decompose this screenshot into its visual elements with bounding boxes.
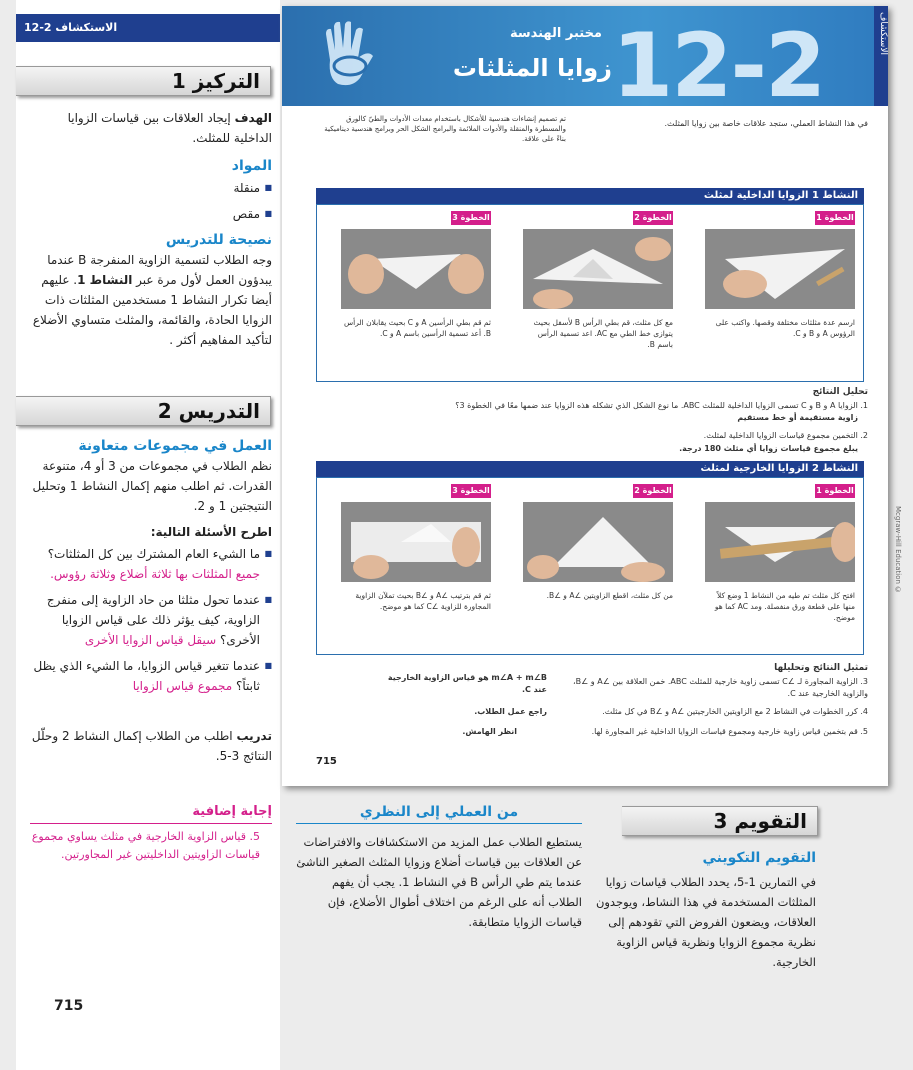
extra-heading-wrap <box>30 800 272 824</box>
analyze-a2: يبلغ مجموع قياسات زوايا أي مثلث 180 درجة. <box>679 444 858 453</box>
question-text: عندما تتغير قياس الزوايا، ما الشيء الذي يظل ثابتاً؟ <box>33 659 260 693</box>
answer-text: مجموع قياس الزوايا <box>132 679 233 693</box>
step-caption: افتح كل مثلث تم طيه من النشاط 1 وضع كلاً منها على قطعة ورق منفصلة. ومد AC كما هو موضح. <box>714 591 855 622</box>
practice-body: اطلب من الطلاب إكمال النشاط 2 وحلّل النتائج 3-5. <box>31 729 272 763</box>
teach-heading: 2 التدريس <box>157 399 260 423</box>
step-label: الخطوة 2 <box>633 211 673 225</box>
tip-text <box>30 250 272 350</box>
coop-text: نظم الطلاب في مجموعات من 3 أو 4، متنوعة القدرات. ثم اطلب منهم إكمال النشاط 1 وتحليل النتيجتين 1 و 2. <box>32 459 272 513</box>
theory-text: يستطيع الطلاب عمل المزيد من الاستكشافات والافتراضات عن العلاقات بين قياسات أضلاع وزوايا المثلث الصغير الناشئ عندما يتم طي الرأس B في النشاط 1. يجب أن يفهم الطلاب أنه على الرغم من اختلاف أطوال الأضلاع، فإن قياسات الزوايا متطابقة. <box>296 835 582 929</box>
focus-heading-bar <box>16 66 271 96</box>
practice-bold: تدريب <box>236 729 272 743</box>
analyze-q2: 2. التخمين مجموع قياسات الزوايا الداخلية لمثلث. <box>703 431 868 440</box>
materials-list <box>32 178 272 230</box>
question-text: عندما تحول مثلثا من حاد الزاوية إلى منفرج الزاوية، كيف يؤثر ذلك على قياس الزوايا الأخرى؟ <box>46 593 260 647</box>
question-text: ما الشيء العام المشترك بين كل المثلثات؟ <box>47 547 260 561</box>
analyze-q1: 1. الزوايا A و B و C تسمى الزوايا الداخلية للمثلث ABC. ما نوع الشكل الذي تشكله هذه الزوايا عند ضمها معًا في الخطوة 3؟ <box>455 401 868 410</box>
model-q4: 4. كرر الخطوات في النشاط 2 مع الزاويتين الخارجيتين ∠A و ∠B في كل مثلث. <box>602 707 868 716</box>
copyright-credit: Mcgraw-Hill Education © <box>894 506 902 595</box>
goal-text: إيجاد العلاقات بين قياسات الزوايا الداخلية للمثلث. <box>67 111 272 145</box>
tip-text-1: وجه الطلاب لتسمية الزاوية المنفرجة B عندما يبدؤون العمل لأول مرة عبر <box>47 253 272 287</box>
step-caption: ثم قم بطي الرأسين A و C بحيث يقابلان الرأس B. أعد تسمية الرأسين باسم A و C. <box>343 318 491 338</box>
step-label: الخطوة 1 <box>815 211 855 225</box>
tip-text-2: . عليهم أيضا تكرار النشاط 1 مستخدمين المثلثات ذات الزوايا الحادة، والقائمة، والمثلث متساوي الأضلاع لتأكيد المفاهيم أكثر . <box>32 273 272 347</box>
step2-photo <box>523 229 673 309</box>
lab-banner <box>282 6 888 106</box>
sidebar-page-number: 715 <box>54 998 84 1014</box>
intro-text: في هذا النشاط العملي، ستجد علاقات خاصة بين زوايا المثلث. <box>664 119 868 128</box>
banner-side-tab: الاستكشاف <box>874 6 888 106</box>
extra-heading: إجابة إضافية <box>192 804 272 819</box>
step1-photo <box>705 502 855 582</box>
arranging-image <box>341 502 491 582</box>
student-page-number: 715 <box>316 756 337 767</box>
teacher-sidebar <box>16 0 280 1070</box>
extra-text: 5. قياس الزاوية الخارجية في مثلث يساوي مجموع قياسات الزاويتين الداخليتين غير المجاورتين. <box>31 830 260 861</box>
material-item: ■ منقلة <box>32 178 272 198</box>
question-item <box>30 544 272 584</box>
formative-text: في التمارين 1-5، يحدد الطلاب قياسات زوايا المثلثات المستخدمة في هذا النشاط، ويوجدون العلاقات، ويضعون الفروض التي تقودهم إلى نظرية مجموع الزوايا ونظرية قياس الزاوية الخارجية. <box>595 875 816 969</box>
model-q3: 3. الزاوية المجاورة لـ ∠C تسمى زاوية خارجية للمثلث ABC. خمن العلاقة بين ∠A و ∠B، والزاوية الخارجية عند C. <box>573 677 868 698</box>
step-caption: ثم قم بترتيب ∠A و ∠B بحيث تملآن الزاوية المجاورة للزاوية ∠C كما هو موضح. <box>355 591 491 611</box>
step-label: الخطوة 3 <box>451 484 491 498</box>
folding-image <box>523 229 673 309</box>
tip-bold: النشاط 1 <box>77 273 133 287</box>
step-caption: من كل مثلث، اقطع الزاويتين ∠A و ∠B. <box>546 591 673 600</box>
hand-icon <box>318 20 382 90</box>
answer-text: سيقل قياس الزوايا الأخرى <box>84 633 217 647</box>
analyze-a1: زاوية مستقيمة أو خط مستقيم <box>737 413 858 422</box>
banner-number: 12-2 <box>612 14 825 106</box>
activity2-box <box>316 477 864 655</box>
theory-heading: من العملي إلى النظري <box>296 804 582 824</box>
analyze-heading: تحليل النتائج <box>812 387 868 397</box>
ask-heading: اطرح الأسئلة التالية: <box>150 525 272 539</box>
material-item: ■ مقص <box>32 204 272 224</box>
step1-photo <box>705 229 855 309</box>
activity1-title: النشاط 1 الزوايا الداخلية لمثلث <box>316 188 864 204</box>
assess-heading-bar <box>622 806 818 836</box>
lesson-tab <box>16 14 280 42</box>
step-caption: مع كل مثلث، قم بطي الرأس B لأسفل بحيث يتوازى خط الطي مع AC. اعد تسمية الرأس باسم B. <box>533 318 673 349</box>
theory-column <box>296 804 582 932</box>
question-list <box>30 544 272 702</box>
step3-photo <box>341 502 491 582</box>
model-q5: 5. قم بتخمين قياس زاوية خارجية ومجموع قياسات الزوايا الداخلية غير المجاورة لها. <box>591 727 868 736</box>
step2-photo <box>523 502 673 582</box>
focus-heading: 1 التركيز <box>171 69 260 93</box>
coop-heading: العمل في مجموعات متعاونة <box>78 438 272 454</box>
answer-text: جميع المثلثات بها ثلاثة أضلاع وثلاثة رؤوس. <box>50 567 260 581</box>
folding-image <box>705 229 855 309</box>
step-caption: ارسم عدة مثلثات مختلفة وقصها. واكتب على الرؤوس A و B و C. <box>715 318 855 338</box>
model-a3: m∠A + m∠B هو قياس الزاوية الخارجية عند C. <box>387 673 547 694</box>
banner-label: مختبر الهندسة <box>509 26 602 41</box>
lesson-tab-label: الاستكشاف 2-12 <box>24 21 118 34</box>
step-label: الخطوة 1 <box>815 484 855 498</box>
ruler-image <box>705 502 855 582</box>
assess-column <box>590 850 816 972</box>
question-item <box>30 590 272 650</box>
formative-heading: التقويم التكويني <box>702 850 816 866</box>
teach-heading-bar <box>16 396 271 426</box>
tip-heading: نصيحة للتدريس <box>165 232 272 248</box>
banner-title: زوايا المثلثات <box>452 54 612 82</box>
step-label: الخطوة 3 <box>451 211 491 225</box>
student-page <box>282 6 902 786</box>
assess-heading: 3 التقويم <box>713 809 807 833</box>
model-a5: انظر الهامش. <box>462 727 517 736</box>
question-item <box>30 656 272 696</box>
model-a4: راجع عمل الطلاب. <box>474 707 547 716</box>
goal-label: الهدف <box>234 111 272 125</box>
model-heading: تمثيل النتائج وتحليلها <box>774 663 868 673</box>
standards-note: تم تصميم إنشاءات هندسية للأشكال باستخدام معدات الأدوات والطيّ كالورق والمسطرة والمنقلة والأدوات الملائمة والبرامج الشكل الحر وبرامج هندسية ديناميكية بناءً على علاقة. <box>324 115 566 143</box>
practice-text <box>30 726 272 766</box>
activity2-title: النشاط 2 الزوايا الخارجية لمثلث <box>316 461 864 477</box>
step3-photo <box>341 229 491 309</box>
cutting-image <box>523 502 673 582</box>
step-label: الخطوة 2 <box>633 484 673 498</box>
activity1-box <box>316 204 864 382</box>
materials-heading: المواد <box>231 158 272 174</box>
focus-goal <box>32 108 272 148</box>
folding-image <box>341 229 491 309</box>
